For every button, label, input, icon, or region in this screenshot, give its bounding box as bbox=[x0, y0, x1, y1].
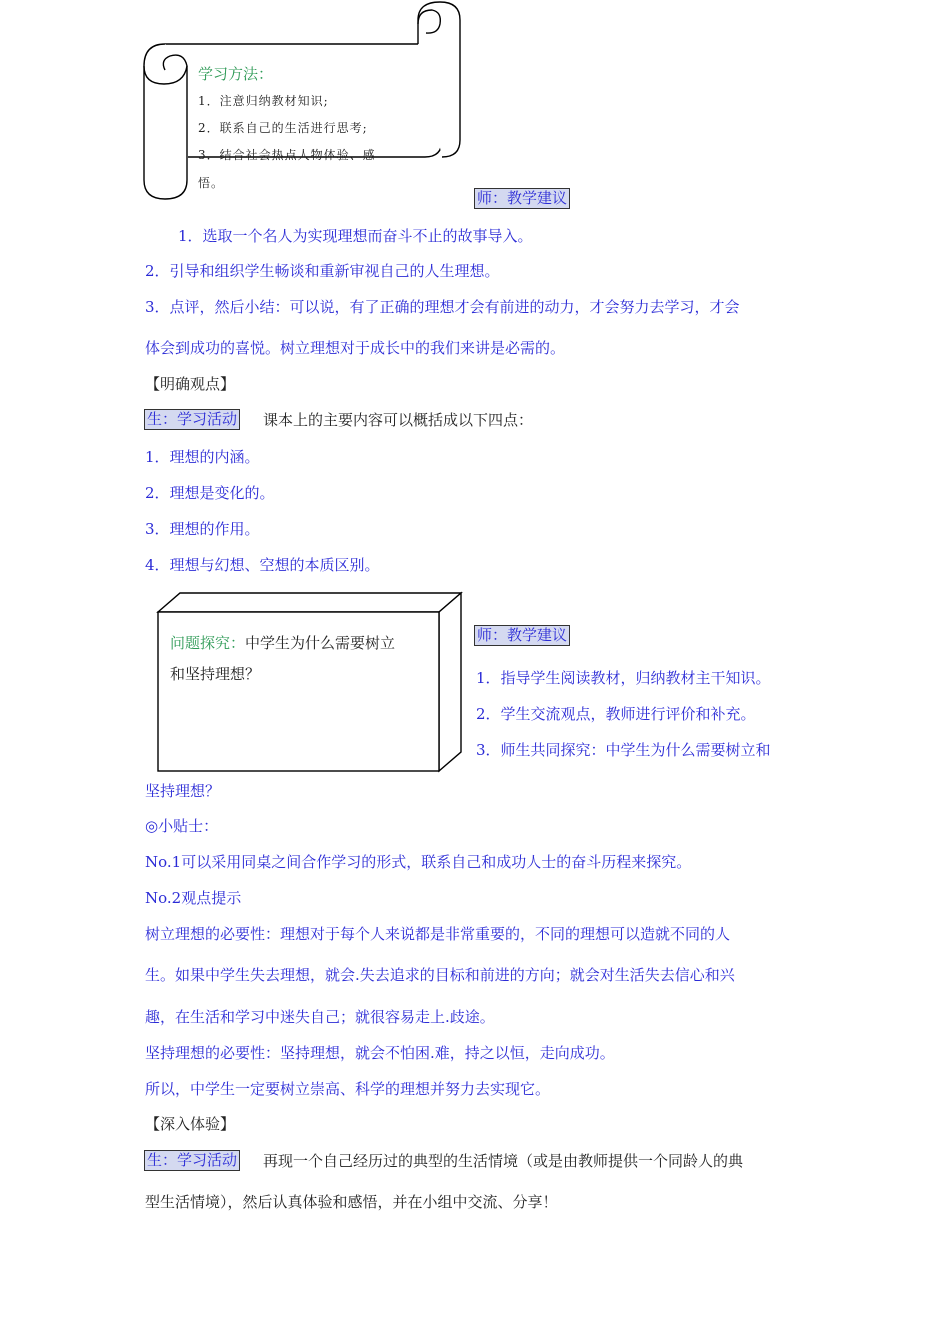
teacher2-suggestion-3-cont: 坚持理想？ bbox=[145, 782, 221, 800]
teacher-tag-1: 师：教学建议 bbox=[474, 188, 570, 209]
scroll-item-1: 1．注意归纳教材知识; bbox=[198, 94, 329, 108]
teacher-tag-2: 师：教学建议 bbox=[474, 625, 570, 646]
teacher-suggestion-2: 2．引导和组织学生畅谈和重新审视自己的人生理想。 bbox=[145, 262, 500, 280]
inquiry-text-2: 和坚持理想？ bbox=[170, 665, 261, 683]
point-1: 1．理想的内涵。 bbox=[145, 448, 260, 466]
scroll-item-3: 3．结合社会热点人物体验、感 bbox=[198, 148, 376, 162]
scroll-item-2: 2．联系自己的生活进行思考; bbox=[198, 121, 368, 135]
inquiry-question: 中学生为什么需要树立 bbox=[245, 634, 396, 652]
student-activity-2-cont: 型生活情境），然后认真体验和感悟，并在小组中交流、分享！ bbox=[145, 1193, 558, 1211]
teacher-suggestion-3: 3．点评，然后小结：可以说，有了正确的理想才会有前进的动力，才会努力去学习，才会 bbox=[145, 298, 740, 316]
inquiry-text-1 bbox=[170, 633, 395, 653]
student-activity-1: 课本上的主要内容可以概括成以下四点： bbox=[263, 411, 534, 429]
teacher-suggestion-3-cont: 体会到成功的喜悦。树立理想对于成长中的我们来讲是必需的。 bbox=[145, 339, 566, 357]
point-4: 4．理想与幻想、空想的本质区别。 bbox=[145, 556, 380, 574]
student-activity-2: 再现一个自己经历过的典型的生活情境（或是由教师提供一个同龄人的典 bbox=[263, 1152, 744, 1170]
tip-4: 生。如果中学生失去理想，就会.失去追求的目标和前进的方向；就会对生活失去信心和兴 bbox=[145, 966, 735, 984]
tip-2: No.2观点提示 bbox=[145, 889, 242, 907]
heading-deep-experience: 【深入体验】 bbox=[145, 1115, 236, 1133]
tip-3: 树立理想的必要性：理想对于每个人来说都是非常重要的，不同的理想可以造就不同的人 bbox=[145, 925, 731, 943]
scroll-title: 学习方法： bbox=[198, 65, 274, 83]
teacher-suggestion-1: 1．选取一个名人为实现理想而奋斗不止的故事导入。 bbox=[178, 227, 533, 245]
teacher2-suggestion-3: 3．师生共同探究：中学生为什么需要树立和 bbox=[476, 741, 771, 759]
student-tag-1: 生：学习活动 bbox=[144, 409, 240, 430]
tip-7: 所以，中学生一定要树立崇高、科学的理想并努力去实现它。 bbox=[145, 1080, 551, 1098]
teacher2-suggestion-2: 2．学生交流观点，教师进行评价和补充。 bbox=[476, 705, 756, 723]
teacher2-suggestion-1: 1．指导学生阅读教材，归纳教材主干知识。 bbox=[476, 669, 771, 687]
tips-title: ◎小贴士： bbox=[145, 817, 219, 835]
tip-5: 趣，在生活和学习中迷失自己；就很容易走上.歧途。 bbox=[145, 1008, 495, 1026]
tip-1: No.1可以采用同桌之间合作学习的形式，联系自己和成功人士的奋斗历程来探究。 bbox=[145, 853, 692, 871]
heading-clear-viewpoint: 【明确观点】 bbox=[145, 375, 236, 393]
inquiry-label: 问题探究： bbox=[170, 634, 246, 652]
point-3: 3．理想的作用。 bbox=[145, 520, 260, 538]
tip-6: 坚持理想的必要性：坚持理想，就会不怕困.难，持之以恒，走向成功。 bbox=[145, 1044, 615, 1062]
student-tag-2: 生：学习活动 bbox=[144, 1150, 240, 1171]
point-2: 2．理想是变化的。 bbox=[145, 484, 275, 502]
scroll-item-4: 悟。 bbox=[198, 176, 225, 190]
